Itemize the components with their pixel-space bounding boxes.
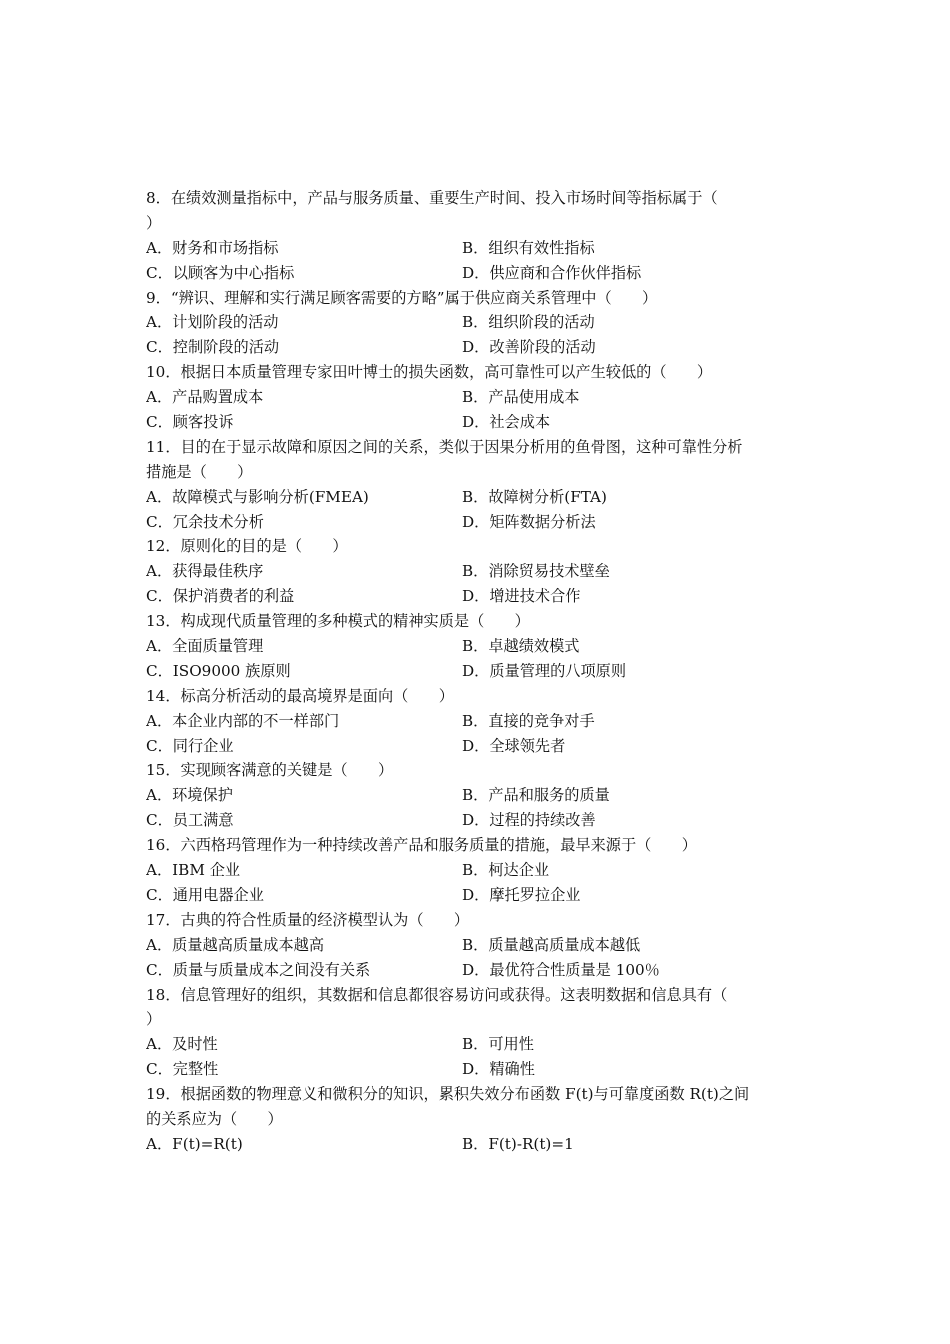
option-row (146, 958, 810, 983)
answer-option: B．F(t)-R(t)=1 (462, 1134, 574, 1153)
answer-option: B．故障树分析(FTA) (462, 487, 607, 506)
option-row (146, 559, 810, 584)
answer-option: D．摩托罗拉企业 (462, 885, 581, 904)
answer-option: D．最优符合性质量是 100％ (462, 960, 660, 979)
answer-option: D．供应商和合作伙伴指标 (462, 263, 642, 282)
answer-option: A．产品购置成本 (146, 388, 264, 407)
question-stem: ） (146, 213, 162, 232)
option-row (146, 808, 810, 833)
option-row (146, 858, 810, 883)
question-stem: 9．“辨识、理解和实行满足顾客需要的方略”属于供应商关系管理中（ ） (146, 288, 658, 307)
option-row (146, 634, 810, 659)
option-row (146, 709, 810, 734)
question-stem: 15．实现顾客满意的关键是（ ） (146, 761, 394, 780)
question-stem: 11．目的在于显示故障和原因之间的关系，类似于因果分析用的鱼骨图，这种可靠性分析 (146, 437, 743, 456)
option-row (146, 734, 810, 759)
answer-option: A．环境保护 (146, 786, 233, 805)
answer-option: D．过程的持续改善 (462, 811, 596, 830)
question-stem: 12．原则化的目的是（ ） (146, 537, 348, 556)
option-row (146, 310, 810, 335)
answer-option: C．冗余技术分析 (146, 512, 264, 531)
answer-option: B．组织有效性指标 (462, 238, 595, 257)
answer-option: A．本企业内部的不一样部门 (146, 711, 340, 730)
answer-option: D．精确性 (462, 1060, 535, 1079)
answer-option: B．可用性 (462, 1035, 534, 1054)
option-row (146, 385, 810, 410)
answer-option: D．增进技术合作 (462, 587, 581, 606)
option-row (146, 410, 810, 435)
answer-option: B．直接的竞争对手 (462, 711, 595, 730)
option-row (146, 659, 810, 684)
answer-option: C．完整性 (146, 1060, 219, 1079)
answer-option: A．质量越高质量成本越高 (146, 935, 325, 954)
answer-option: C．顾客投诉 (146, 413, 234, 432)
option-row (146, 1132, 810, 1157)
answer-option: C．员工满意 (146, 811, 234, 830)
answer-option: D．全球领先者 (462, 736, 566, 755)
answer-option: A．财务和市场指标 (146, 238, 279, 257)
answer-option: D．质量管理的八项原则 (462, 661, 627, 680)
answer-option: C．ISO9000 族原则 (146, 661, 291, 680)
option-row (146, 236, 810, 261)
option-row (146, 584, 810, 609)
option-row (146, 883, 810, 908)
exam-page (146, 186, 810, 1157)
question-stem: 16．六西格玛管理作为一种持续改善产品和服务质量的措施，最早来源于（ ） (146, 836, 697, 855)
option-row (146, 1032, 810, 1057)
answer-option: B．组织阶段的活动 (462, 313, 595, 332)
answer-option: A．获得最佳秩序 (146, 562, 264, 581)
question-stem: ） (146, 1010, 162, 1029)
answer-option: D．矩阵数据分析法 (462, 512, 596, 531)
question-stem: 18．信息管理好的组织，其数据和信息都很容易访问或获得。这表明数据和信息具有（ (146, 985, 728, 1004)
answer-option: A．及时性 (146, 1035, 218, 1054)
answer-option: C．质量与质量成本之间没有关系 (146, 960, 371, 979)
answer-option: B．柯达企业 (462, 861, 550, 880)
answer-option: C．通用电器企业 (146, 885, 264, 904)
answer-option: D．改善阶段的活动 (462, 338, 596, 357)
question-stem: 13．构成现代质量管理的多种模式的精神实质是（ ） (146, 612, 530, 631)
answer-option: B．产品和服务的质量 (462, 786, 610, 805)
option-row (146, 933, 810, 958)
option-row (146, 485, 810, 510)
answer-option: B．消除贸易技术壁垒 (462, 562, 610, 581)
answer-option: C．以顾客为中心指标 (146, 263, 295, 282)
option-row (146, 261, 810, 286)
option-row (146, 1057, 810, 1082)
question-stem: 19．根据函数的物理意义和微积分的知识，累积失效分布函数 F(t)与可靠度函数 R(t)之间 (146, 1085, 750, 1104)
option-row (146, 783, 810, 808)
answer-option: A．故障模式与影响分析(FMEA) (146, 487, 369, 506)
question-stem: 的关系应为（ ） (146, 1109, 283, 1128)
answer-option: B．质量越高质量成本越低 (462, 935, 641, 954)
answer-option: A．IBM 企业 (146, 861, 241, 880)
answer-option: A．计划阶段的活动 (146, 313, 279, 332)
question-stem: 14．标高分析活动的最高境界是面向（ ） (146, 686, 454, 705)
question-stem: 10．根据日本质量管理专家田叶博士的损失函数，高可靠性可以产生较低的（ ） (146, 363, 713, 382)
answer-option: D．社会成本 (462, 413, 551, 432)
answer-option: C．同行企业 (146, 736, 234, 755)
answer-option: A．全面质量管理 (146, 637, 264, 656)
answer-option: C．保护消费者的利益 (146, 587, 295, 606)
answer-option: B．卓越绩效模式 (462, 637, 580, 656)
answer-option: C．控制阶段的活动 (146, 338, 280, 357)
question-stem: 8．在绩效测量指标中，产品与服务质量、重要生产时间、投入市场时间等指标属于（ (146, 189, 718, 207)
option-row (146, 510, 810, 535)
question-stem: 措施是（ ） (146, 462, 253, 481)
option-row (146, 335, 810, 360)
answer-option: B．产品使用成本 (462, 388, 580, 407)
answer-option: A．F(t)=R(t) (146, 1134, 243, 1153)
question-stem: 17．古典的符合性质量的经济模型认为（ ） (146, 910, 470, 929)
